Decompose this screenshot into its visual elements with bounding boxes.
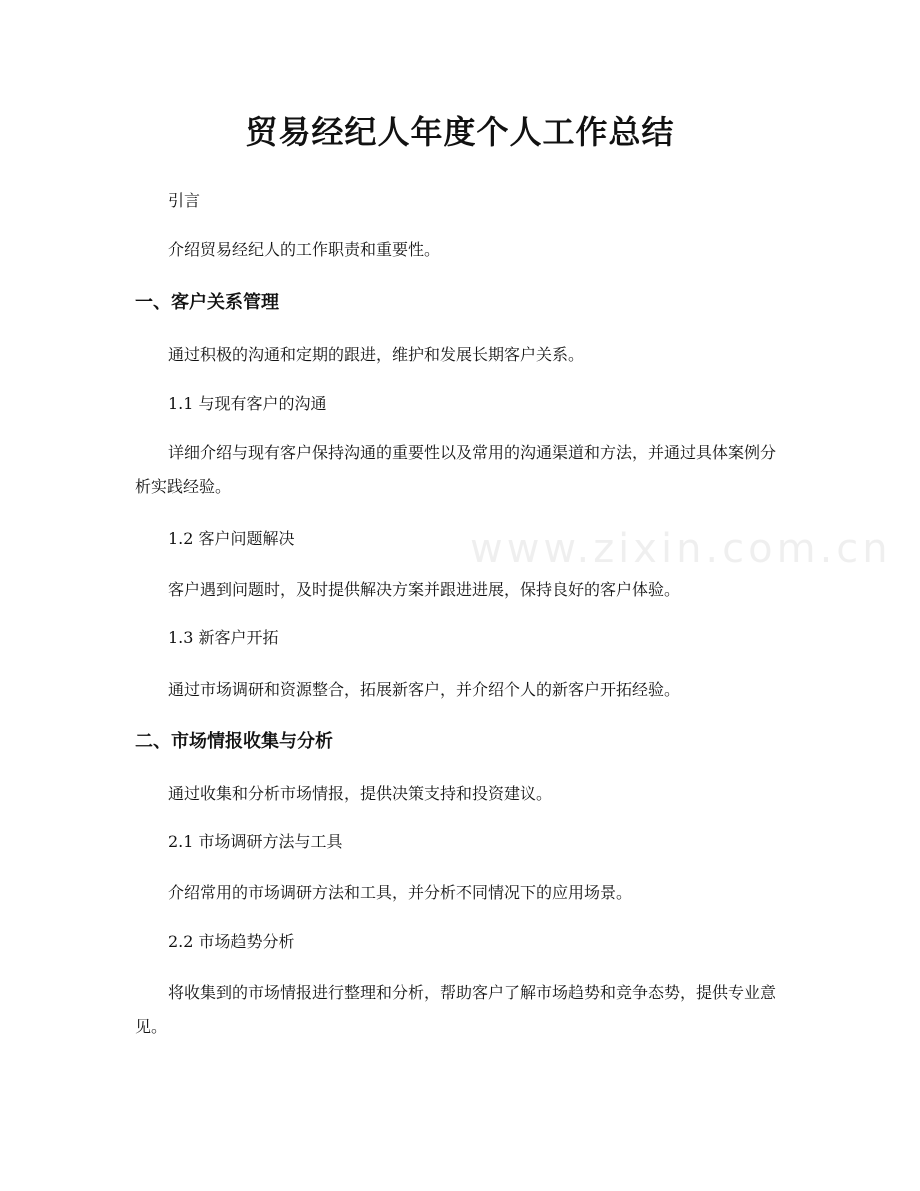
section2-sub2-title: 2.2 市场趋势分析 <box>168 932 295 951</box>
section2-heading: 二、市场情报收集与分析 <box>135 731 333 752</box>
section1-sub3-title: 1.3 新客户开拓 <box>168 628 279 647</box>
section1-sub2-text: 客户遇到问题时，及时提供解决方案并跟进进展，保持良好的客户体验。 <box>168 580 681 599</box>
document-title: 贸易经纪人年度个人工作总结 <box>245 113 675 151</box>
section1-summary: 通过积极的沟通和定期的跟进，维护和发展长期客户关系。 <box>168 345 585 364</box>
section1-sub1-title: 1.1 与现有客户的沟通 <box>168 394 327 413</box>
section2-sub1-title: 2.1 市场调研方法与工具 <box>168 832 343 851</box>
intro-label: 引言 <box>168 191 201 210</box>
section1-sub2-title: 1.2 客户问题解决 <box>168 529 295 548</box>
watermark: www.zixin.com.cn <box>470 526 892 572</box>
intro-text: 介绍贸易经纪人的工作职责和重要性。 <box>168 240 441 259</box>
section1-sub1-text: 详细介绍与现有客户保持沟通的重要性以及常用的沟通渠道和方法，并通过具体案例分析实践经验。 <box>135 443 777 496</box>
section1-heading: 一、客户关系管理 <box>135 292 279 313</box>
section2-sub1-text: 介绍常用的市场调研方法和工具，并分析不同情况下的应用场景。 <box>168 883 633 902</box>
section1-sub3-text: 通过市场调研和资源整合，拓展新客户，并介绍个人的新客户开拓经验。 <box>168 680 681 699</box>
section2-sub2-text: 将收集到的市场情报进行整理和分析，帮助客户了解市场趋势和竞争态势，提供专业意见。 <box>135 983 777 1036</box>
section2-summary: 通过收集和分析市场情报，提供决策支持和投资建议。 <box>168 784 553 803</box>
